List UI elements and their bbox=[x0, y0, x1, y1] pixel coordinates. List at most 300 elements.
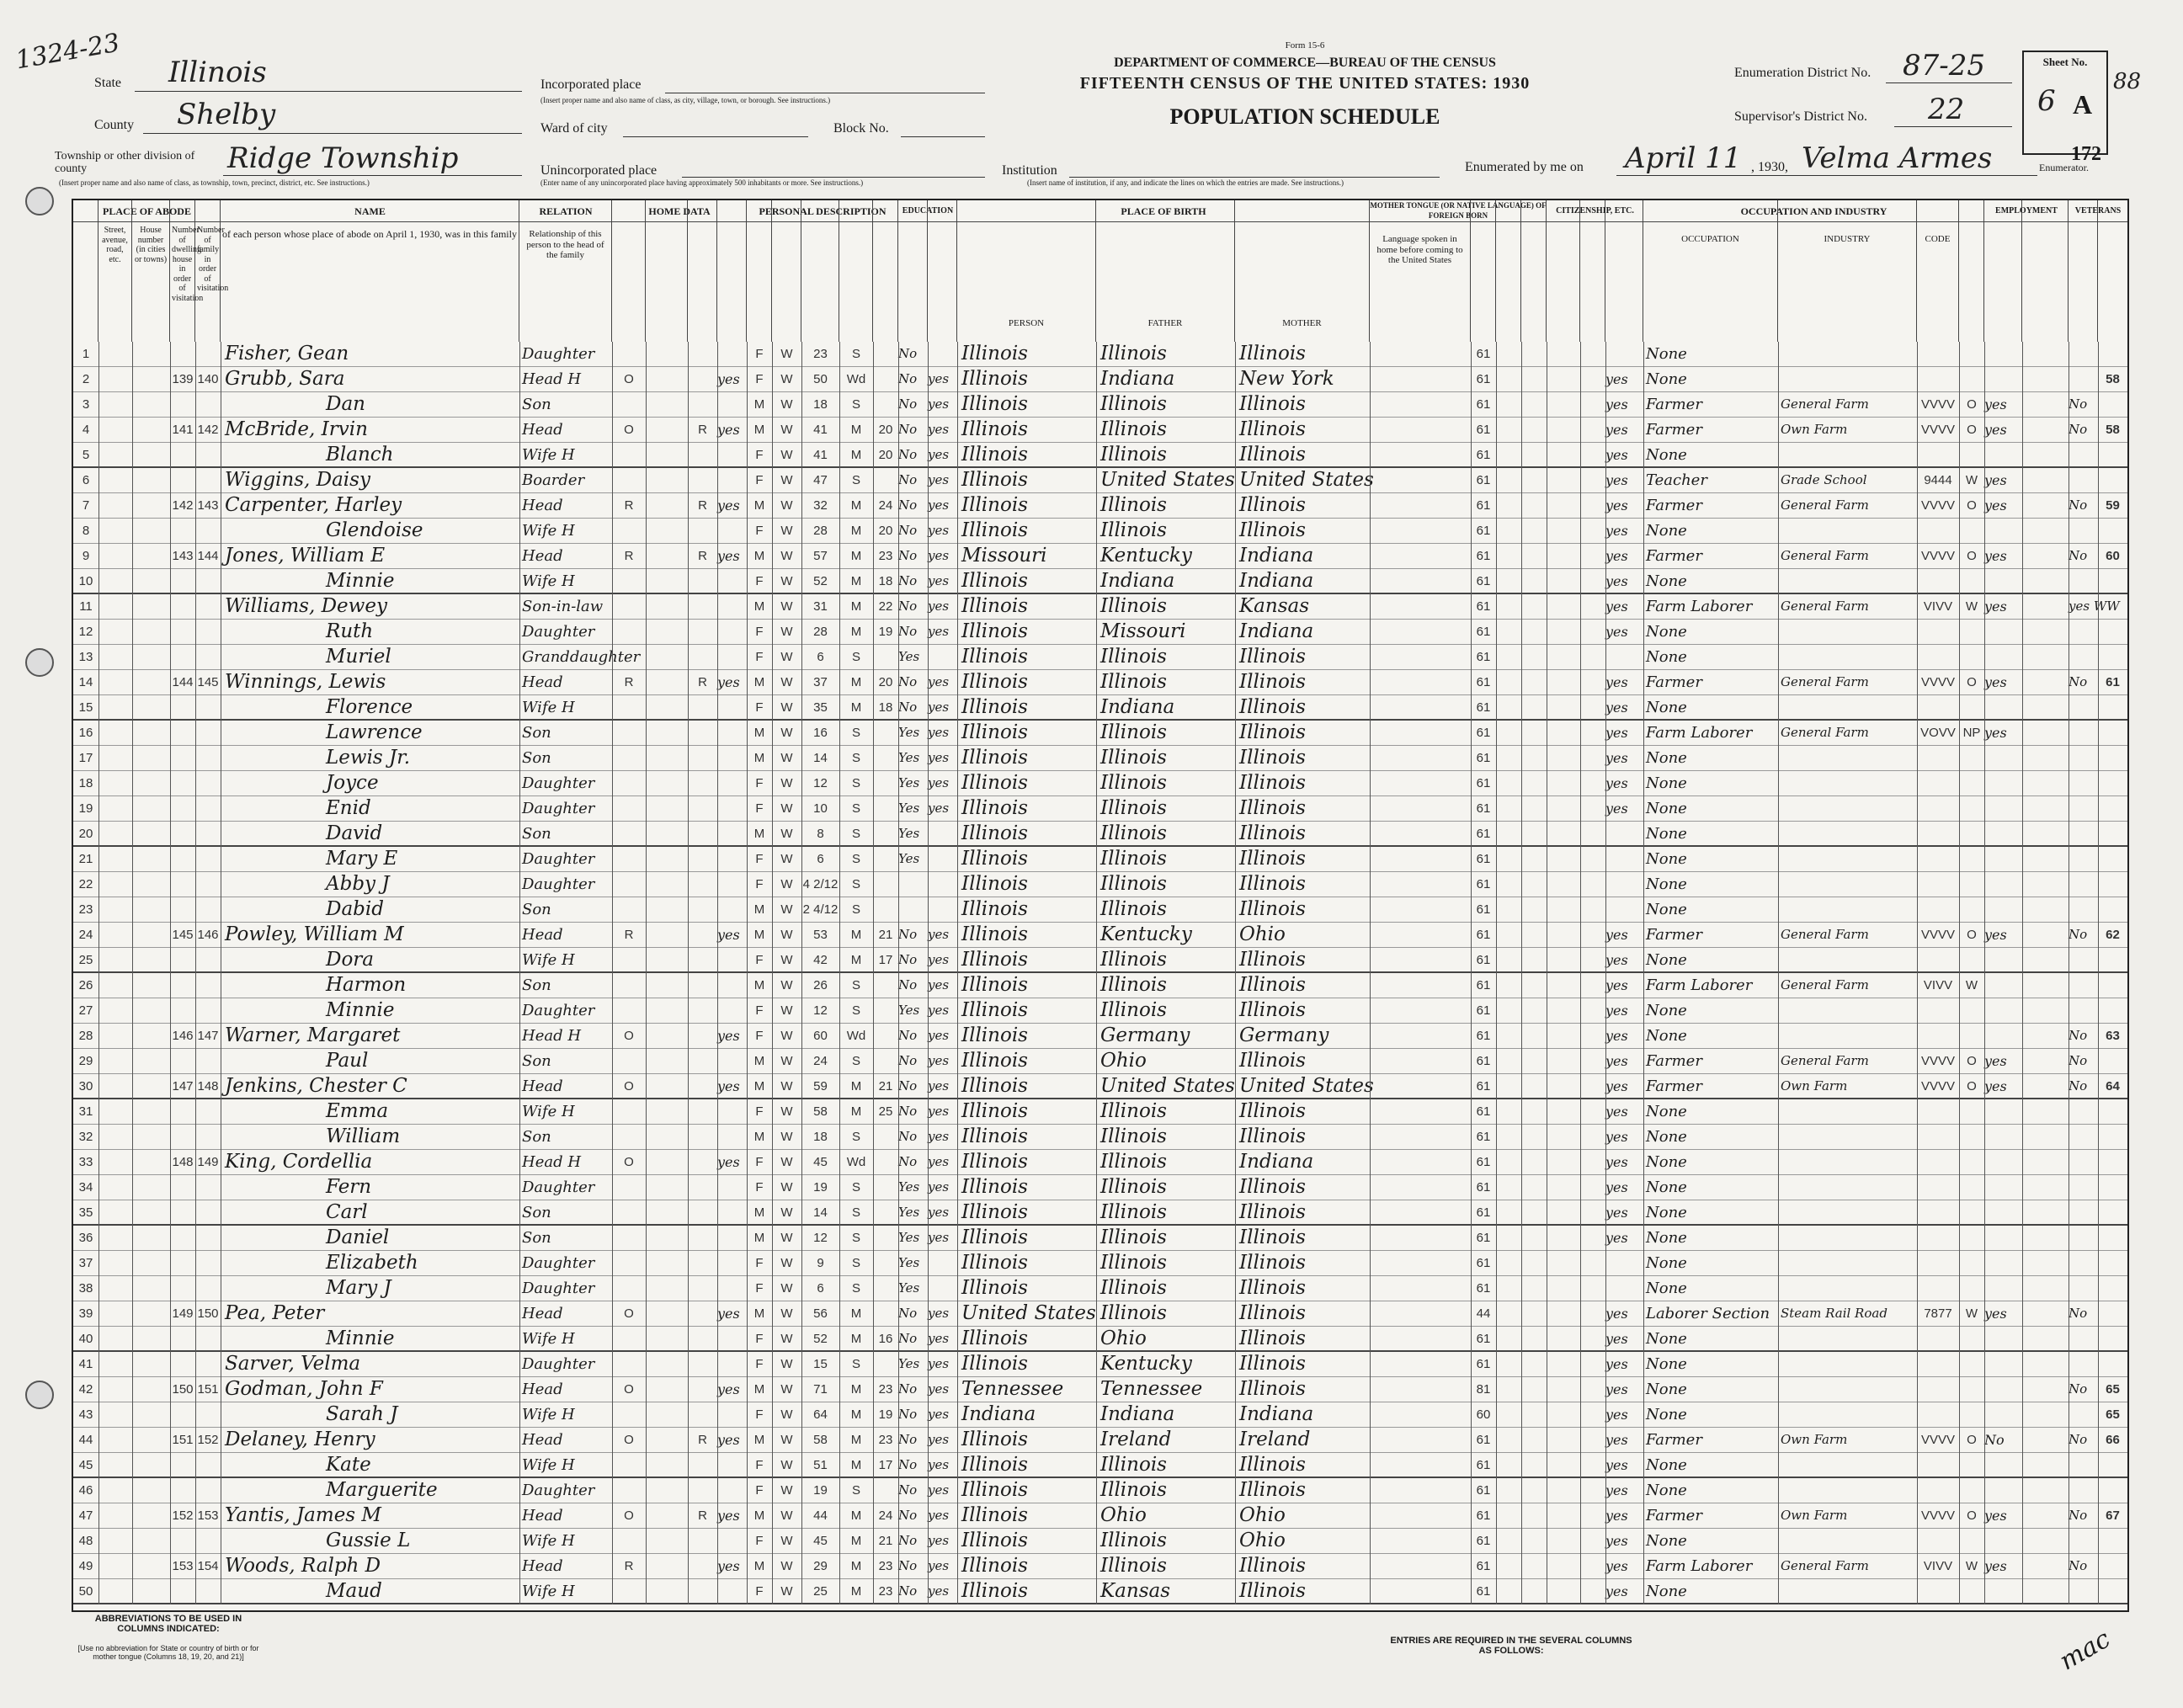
table-row bbox=[73, 847, 2127, 872]
cell-lang: 60 bbox=[1476, 1407, 1491, 1422]
col-family: Number of family in order of visitation bbox=[195, 200, 221, 342]
cell-n: 25 bbox=[78, 953, 93, 967]
cell-bm: Ohio bbox=[1239, 1530, 1286, 1551]
cell-bp: Illinois bbox=[961, 696, 1028, 718]
cell-agemar: 21 bbox=[878, 1079, 893, 1093]
cell-age: 2 4/12 bbox=[802, 902, 839, 917]
cell-dw: 145 bbox=[172, 928, 194, 942]
cell-sex: M bbox=[753, 549, 765, 563]
cell-cls: O bbox=[1967, 928, 1977, 942]
cell-read: yes bbox=[928, 1104, 950, 1119]
cell-farm-schedule bbox=[2098, 1150, 2127, 1174]
cell-read: yes bbox=[928, 700, 950, 715]
cell-cls: W bbox=[1965, 1559, 1978, 1573]
cell-emp bbox=[1984, 973, 2022, 998]
cell-radio: R bbox=[698, 498, 707, 513]
cell-name: Jones, William E bbox=[225, 545, 386, 567]
cell-ind bbox=[1781, 998, 1917, 1023]
cell-bm: Germany bbox=[1239, 1024, 1329, 1046]
cell-emp: yes bbox=[1984, 1558, 2007, 1574]
cell-radio bbox=[688, 897, 717, 922]
column-rule bbox=[170, 342, 171, 1604]
cell-farm-schedule bbox=[2098, 822, 2127, 846]
cell-bp: Illinois bbox=[961, 1277, 1028, 1299]
cell-own bbox=[612, 847, 646, 871]
cell-dw bbox=[170, 872, 195, 897]
cell-n: 16 bbox=[78, 726, 93, 740]
cell-farm bbox=[717, 1200, 747, 1225]
cell-radio bbox=[688, 1579, 717, 1604]
cell-rel: Head bbox=[522, 926, 563, 944]
column-rule bbox=[717, 342, 718, 1604]
cell-bp: Illinois bbox=[961, 1504, 1028, 1526]
cell-bm: Ireland bbox=[1239, 1429, 1311, 1450]
table-row bbox=[73, 897, 2127, 923]
cell-eng: yes bbox=[1605, 1407, 1628, 1423]
cell-rel: Son bbox=[522, 396, 551, 413]
cell-own bbox=[612, 1099, 646, 1124]
cell-farm bbox=[717, 620, 747, 644]
table-row bbox=[73, 1074, 2127, 1099]
cell-rel: Son bbox=[522, 724, 551, 742]
cell-sch: No bbox=[898, 1028, 918, 1043]
cell-n: 24 bbox=[78, 928, 93, 942]
col-home-value bbox=[646, 200, 688, 342]
cell-bf: Indiana bbox=[1100, 1403, 1175, 1425]
cell-n: 17 bbox=[78, 751, 93, 765]
col-immigration-year bbox=[1547, 200, 1580, 342]
cell-own bbox=[612, 746, 646, 770]
cell-code bbox=[1917, 771, 1959, 795]
table-row bbox=[73, 544, 2127, 569]
sd-label: Supervisor's District No. bbox=[1734, 109, 1867, 124]
cell-bm: Illinois bbox=[1239, 696, 1306, 718]
cell-age: 15 bbox=[813, 1357, 828, 1371]
cell-race: W bbox=[780, 953, 793, 967]
cell-farm bbox=[717, 1099, 747, 1124]
cell-agemar: 21 bbox=[878, 1534, 893, 1548]
cell-agemar bbox=[873, 468, 898, 492]
cell-rel: Son bbox=[522, 1229, 551, 1247]
cell-sch: Yes bbox=[898, 1356, 920, 1371]
cell-agemar: 23 bbox=[878, 549, 893, 563]
cell-agemar: 19 bbox=[878, 1407, 893, 1422]
cell-rel: Daughter bbox=[522, 1179, 595, 1196]
cell-eng: yes bbox=[1605, 1482, 1628, 1498]
group-place-of-abode: PLACE OF ABODE bbox=[73, 200, 221, 222]
cell-farm bbox=[717, 645, 747, 669]
col-age bbox=[801, 200, 839, 342]
cell-radio bbox=[688, 594, 717, 619]
cell-bp: Illinois bbox=[961, 873, 1028, 895]
cell-age: 29 bbox=[813, 1559, 828, 1573]
cell-cls: O bbox=[1967, 549, 1977, 563]
col-birth-father: FATHER bbox=[1096, 200, 1235, 342]
cell-lang: 61 bbox=[1476, 1534, 1491, 1548]
cell-own: R bbox=[624, 549, 634, 563]
cell-rel: Daughter bbox=[522, 1254, 595, 1272]
cell-name: Gussie L bbox=[326, 1530, 411, 1551]
cell-bp: Illinois bbox=[961, 1226, 1028, 1248]
cell-lang: 61 bbox=[1476, 498, 1491, 513]
institution-label: Institution bbox=[1002, 163, 1057, 178]
cell-fam bbox=[195, 1226, 221, 1250]
schedule-title: POPULATION SCHEDULE bbox=[1169, 104, 1440, 129]
column-rule bbox=[772, 342, 773, 1604]
cell-name: Sarver, Velma bbox=[225, 1353, 361, 1375]
cell-n: 8 bbox=[82, 524, 90, 538]
sd-value: 22 bbox=[1928, 93, 1965, 126]
group-personal-description: PERSONAL DESCRIPTION bbox=[747, 200, 898, 222]
cell-emp: yes bbox=[1984, 396, 2007, 412]
cell-ms: S bbox=[851, 978, 860, 992]
cell-own bbox=[612, 620, 646, 644]
cell-sex: F bbox=[755, 650, 764, 664]
cell-bm: Illinois bbox=[1239, 1580, 1306, 1602]
cell-bm: United States bbox=[1239, 1075, 1374, 1097]
cell-agemar: 23 bbox=[878, 1559, 893, 1573]
col-war bbox=[2098, 200, 2127, 342]
cell-rel: Wife H bbox=[522, 522, 575, 540]
cell-sch: No bbox=[898, 1508, 918, 1523]
cell-radio bbox=[688, 1024, 717, 1048]
cell-rel: Wife H bbox=[522, 699, 575, 716]
county-value: Shelby bbox=[177, 98, 276, 131]
cell-radio bbox=[688, 1150, 717, 1174]
cell-fam bbox=[195, 1200, 221, 1225]
cell-age: 23 bbox=[813, 347, 828, 361]
cell-lang: 61 bbox=[1476, 448, 1491, 462]
cell-eng: yes bbox=[1605, 472, 1628, 488]
cell-code bbox=[1917, 998, 1959, 1023]
cell-radio bbox=[688, 1453, 717, 1477]
cell-agemar: 20 bbox=[878, 448, 893, 462]
cell-ind: Own Farm bbox=[1781, 422, 1848, 437]
cell-own: R bbox=[624, 675, 634, 689]
cell-cls bbox=[1959, 822, 1984, 846]
cell-ind: General Farm bbox=[1781, 548, 1869, 563]
col-birth-mother: MOTHER bbox=[1235, 200, 1370, 342]
cell-ms: M bbox=[850, 1407, 862, 1422]
cell-eng bbox=[1605, 342, 1643, 366]
cell-farm-schedule bbox=[2098, 897, 2127, 922]
cell-occ: None bbox=[1646, 522, 1687, 540]
cell-eng: yes bbox=[1605, 599, 1628, 615]
institution-note: (Insert name of institution, if any, and indicate the lines on which the entries are made. See instructions.) bbox=[1027, 178, 1344, 187]
cell-eng: yes bbox=[1605, 498, 1628, 513]
cell-dw bbox=[170, 1453, 195, 1477]
cell-rel: Granddaughter bbox=[522, 648, 641, 666]
cell-radio: R bbox=[698, 675, 707, 689]
cell-cls bbox=[1959, 796, 1984, 821]
cell-sex: M bbox=[753, 675, 765, 689]
cell-sch: No bbox=[898, 700, 918, 715]
cell-cls: W bbox=[1965, 1306, 1978, 1321]
cell-ind bbox=[1781, 1226, 1917, 1250]
cell-own bbox=[612, 796, 646, 821]
cell-fam bbox=[195, 847, 221, 871]
cell-fam: 144 bbox=[197, 549, 219, 563]
column-rule bbox=[1605, 342, 1606, 1604]
cell-ind bbox=[1781, 1453, 1917, 1477]
cell-agemar bbox=[873, 1049, 898, 1073]
cell-occ: Farmer bbox=[1646, 1431, 1702, 1449]
cell-bf: Illinois bbox=[1100, 671, 1167, 693]
cell-dw bbox=[170, 695, 195, 720]
cell-ms: Wd bbox=[846, 1029, 866, 1043]
cell-fam bbox=[195, 998, 221, 1023]
cell-own bbox=[612, 1175, 646, 1200]
cell-ms: M bbox=[850, 498, 862, 513]
cell-farm bbox=[717, 746, 747, 770]
cell-farm bbox=[717, 519, 747, 543]
cell-dw bbox=[170, 1049, 195, 1073]
cell-agemar bbox=[873, 746, 898, 770]
cell-bf: Ohio bbox=[1100, 1504, 1147, 1526]
table-row bbox=[73, 367, 2127, 392]
cell-age: 44 bbox=[813, 1508, 828, 1523]
cell-agemar bbox=[873, 645, 898, 669]
cell-occ: Farmer bbox=[1646, 1052, 1702, 1070]
cell-farm-schedule bbox=[2098, 443, 2127, 467]
cell-race: W bbox=[780, 498, 793, 513]
cell-dw bbox=[170, 1352, 195, 1376]
cell-radio bbox=[688, 367, 717, 391]
cell-cls: W bbox=[1965, 978, 1978, 992]
cell-own bbox=[612, 645, 646, 669]
cell-rel: Son bbox=[522, 976, 551, 994]
cell-n: 26 bbox=[78, 978, 93, 992]
cell-cls bbox=[1959, 1150, 1984, 1174]
cell-occ: None bbox=[1646, 446, 1687, 464]
cell-radio bbox=[688, 620, 717, 644]
cell-fam bbox=[195, 973, 221, 998]
cell-sch: Yes bbox=[898, 775, 920, 790]
cell-bp: Missouri bbox=[961, 545, 1047, 567]
cell-eng: yes bbox=[1605, 1053, 1628, 1069]
cell-eng: yes bbox=[1605, 1028, 1628, 1044]
cell-bf: Indiana bbox=[1100, 368, 1175, 390]
cell-dw bbox=[170, 519, 195, 543]
table-row bbox=[73, 1554, 2127, 1579]
cell-age: 57 bbox=[813, 549, 828, 563]
cell-own: R bbox=[624, 1559, 634, 1573]
table-row bbox=[73, 771, 2127, 796]
cell-cls bbox=[1959, 695, 1984, 720]
cell-dw bbox=[170, 1402, 195, 1427]
cell-farm-schedule bbox=[2098, 569, 2127, 593]
cell-sex: M bbox=[753, 1054, 765, 1068]
cell-code bbox=[1917, 1352, 1959, 1376]
cell-read bbox=[928, 1251, 957, 1275]
cell-farm-schedule bbox=[2098, 1301, 2127, 1326]
cell-age: 12 bbox=[813, 1231, 828, 1245]
cell-age: 60 bbox=[813, 1029, 828, 1043]
cell-lang: 61 bbox=[1476, 852, 1491, 866]
cell-eng: yes bbox=[1605, 1558, 1628, 1574]
cell-ind: Grade School bbox=[1781, 472, 1867, 487]
column-rule bbox=[1521, 342, 1522, 1604]
cell-age: 53 bbox=[813, 928, 828, 942]
cell-ind: Steam Rail Road bbox=[1781, 1306, 1887, 1321]
cell-sex: M bbox=[753, 1508, 765, 1523]
cell-name: Minnie bbox=[326, 1328, 395, 1349]
cell-code: VVVV bbox=[1920, 549, 1956, 563]
cell-age: 12 bbox=[813, 1003, 828, 1018]
cell-farm-schedule: 65 bbox=[2106, 1407, 2120, 1422]
cell-emp bbox=[1984, 1226, 2022, 1250]
cell-agemar bbox=[873, 796, 898, 821]
cell-bp: Illinois bbox=[961, 898, 1028, 920]
cell-dw bbox=[170, 771, 195, 795]
cell-dw bbox=[170, 746, 195, 770]
cell-farm-schedule bbox=[2098, 1251, 2127, 1275]
cell-lang: 61 bbox=[1476, 372, 1491, 386]
cell-age: 64 bbox=[813, 1407, 828, 1422]
cell-vet: No bbox=[2069, 1432, 2088, 1447]
cell-own bbox=[612, 443, 646, 467]
cell-bp: Illinois bbox=[961, 1353, 1028, 1375]
cell-lang: 61 bbox=[1476, 1205, 1491, 1220]
ed-value: 87-25 bbox=[1903, 49, 1986, 82]
table-row bbox=[73, 1099, 2127, 1125]
cell-ind bbox=[1781, 569, 1917, 593]
cell-code bbox=[1917, 1377, 1959, 1402]
column-rule bbox=[646, 342, 647, 1604]
cell-fam bbox=[195, 620, 221, 644]
entries-title: ENTRIES ARE REQUIRED IN THE SEVERAL COLUMNS AS FOLLOWS: bbox=[1390, 1636, 1632, 1656]
cell-farm bbox=[717, 948, 747, 972]
table-row bbox=[73, 1125, 2127, 1150]
cell-own bbox=[612, 342, 646, 366]
cell-code bbox=[1917, 746, 1959, 770]
cell-code bbox=[1917, 1150, 1959, 1174]
cell-age: 12 bbox=[813, 776, 828, 790]
cell-eng: yes bbox=[1605, 1104, 1628, 1120]
cell-farm-schedule bbox=[2098, 695, 2127, 720]
cell-bp: Illinois bbox=[961, 1201, 1028, 1223]
cell-dw bbox=[170, 1478, 195, 1503]
cell-bp: Illinois bbox=[961, 923, 1028, 945]
cell-age: 59 bbox=[813, 1079, 828, 1093]
cell-ms: M bbox=[850, 1306, 862, 1321]
cell-ind bbox=[1781, 1327, 1917, 1351]
punch-hole bbox=[25, 187, 54, 215]
cell-ms: M bbox=[850, 574, 862, 588]
cell-lang: 61 bbox=[1476, 625, 1491, 639]
cell-race: W bbox=[780, 1559, 793, 1573]
cell-read: yes bbox=[928, 1583, 950, 1599]
cell-n: 10 bbox=[78, 574, 93, 588]
cell-rel: Son bbox=[522, 749, 551, 767]
cell-sex: F bbox=[755, 1281, 764, 1296]
cell-lang: 61 bbox=[1476, 650, 1491, 664]
cell-n: 43 bbox=[78, 1407, 93, 1422]
cell-bm: Illinois bbox=[1239, 444, 1306, 466]
cell-rel: Wife H bbox=[522, 951, 575, 969]
cell-read: yes bbox=[928, 725, 950, 740]
cell-fam bbox=[195, 1352, 221, 1376]
cell-rel: Wife H bbox=[522, 1330, 575, 1348]
cell-race: W bbox=[780, 1534, 793, 1548]
cell-code: VIVV bbox=[1923, 599, 1953, 614]
cell-ms: S bbox=[851, 751, 860, 765]
cell-bp: Illinois bbox=[961, 519, 1028, 541]
cell-dw bbox=[170, 569, 195, 593]
cell-sex: M bbox=[753, 751, 765, 765]
cell-farm-schedule bbox=[2098, 1579, 2127, 1604]
cell-read: yes bbox=[928, 977, 950, 992]
cell-emp bbox=[1984, 847, 2022, 871]
cell-sch: No bbox=[898, 346, 918, 361]
cell-farm: yes bbox=[717, 674, 740, 690]
cell-name: Godman, John F bbox=[225, 1378, 383, 1400]
cell-read: yes bbox=[928, 952, 950, 967]
cell-n: 15 bbox=[78, 700, 93, 715]
cell-bf: Illinois bbox=[1100, 646, 1167, 668]
cell-dw: 150 bbox=[172, 1382, 194, 1397]
cell-age: 50 bbox=[813, 372, 828, 386]
cell-age: 31 bbox=[813, 599, 828, 614]
cell-farm bbox=[717, 771, 747, 795]
cell-bm: Illinois bbox=[1239, 974, 1306, 996]
cell-age: 26 bbox=[813, 978, 828, 992]
cell-age: 45 bbox=[813, 1534, 828, 1548]
cell-farm bbox=[717, 847, 747, 871]
column-rule bbox=[2098, 342, 2099, 1604]
cell-lang: 61 bbox=[1476, 928, 1491, 942]
cell-occ: None bbox=[1646, 1002, 1687, 1019]
cell-code bbox=[1917, 1327, 1959, 1351]
cell-name: Emma bbox=[326, 1100, 389, 1122]
cell-read: yes bbox=[928, 422, 950, 437]
cell-ind: Own Farm bbox=[1781, 1432, 1848, 1447]
cell-code bbox=[1917, 1529, 1959, 1553]
cell-n: 45 bbox=[78, 1458, 93, 1472]
cell-read: yes bbox=[928, 1003, 950, 1018]
cell-bp: Illinois bbox=[961, 1555, 1028, 1577]
cell-farm-schedule: 58 bbox=[2106, 423, 2120, 437]
cell-lang: 61 bbox=[1476, 599, 1491, 614]
cell-cls bbox=[1959, 1125, 1984, 1149]
cell-agemar: 17 bbox=[878, 1458, 893, 1472]
cell-bf: Illinois bbox=[1100, 1479, 1167, 1501]
cell-sex: F bbox=[755, 776, 764, 790]
cell-rel: Head bbox=[522, 1305, 563, 1322]
cell-sch: Yes bbox=[898, 1205, 920, 1220]
table-row bbox=[73, 1377, 2127, 1402]
table-row bbox=[73, 620, 2127, 645]
cell-farm bbox=[717, 1049, 747, 1073]
cell-read: yes bbox=[928, 371, 950, 386]
cell-ind bbox=[1781, 620, 1917, 644]
cell-ind bbox=[1781, 1352, 1917, 1376]
enumerated-label: Enumerated by me on bbox=[1465, 160, 1584, 174]
cell-read: yes bbox=[928, 1482, 950, 1498]
cell-emp bbox=[1984, 1276, 2022, 1301]
cell-sch: No bbox=[898, 674, 918, 689]
cell-sch: No bbox=[898, 548, 918, 563]
cell-eng: yes bbox=[1605, 750, 1628, 766]
cell-agemar: 23 bbox=[878, 1382, 893, 1397]
cell-race: W bbox=[780, 902, 793, 917]
cell-sch: No bbox=[898, 1381, 918, 1397]
cell-n: 33 bbox=[78, 1155, 93, 1169]
cell-farm: yes bbox=[717, 1558, 740, 1574]
table-row bbox=[73, 1175, 2127, 1200]
cell-bp: Illinois bbox=[961, 469, 1028, 491]
cell-bp: Illinois bbox=[961, 1580, 1028, 1602]
